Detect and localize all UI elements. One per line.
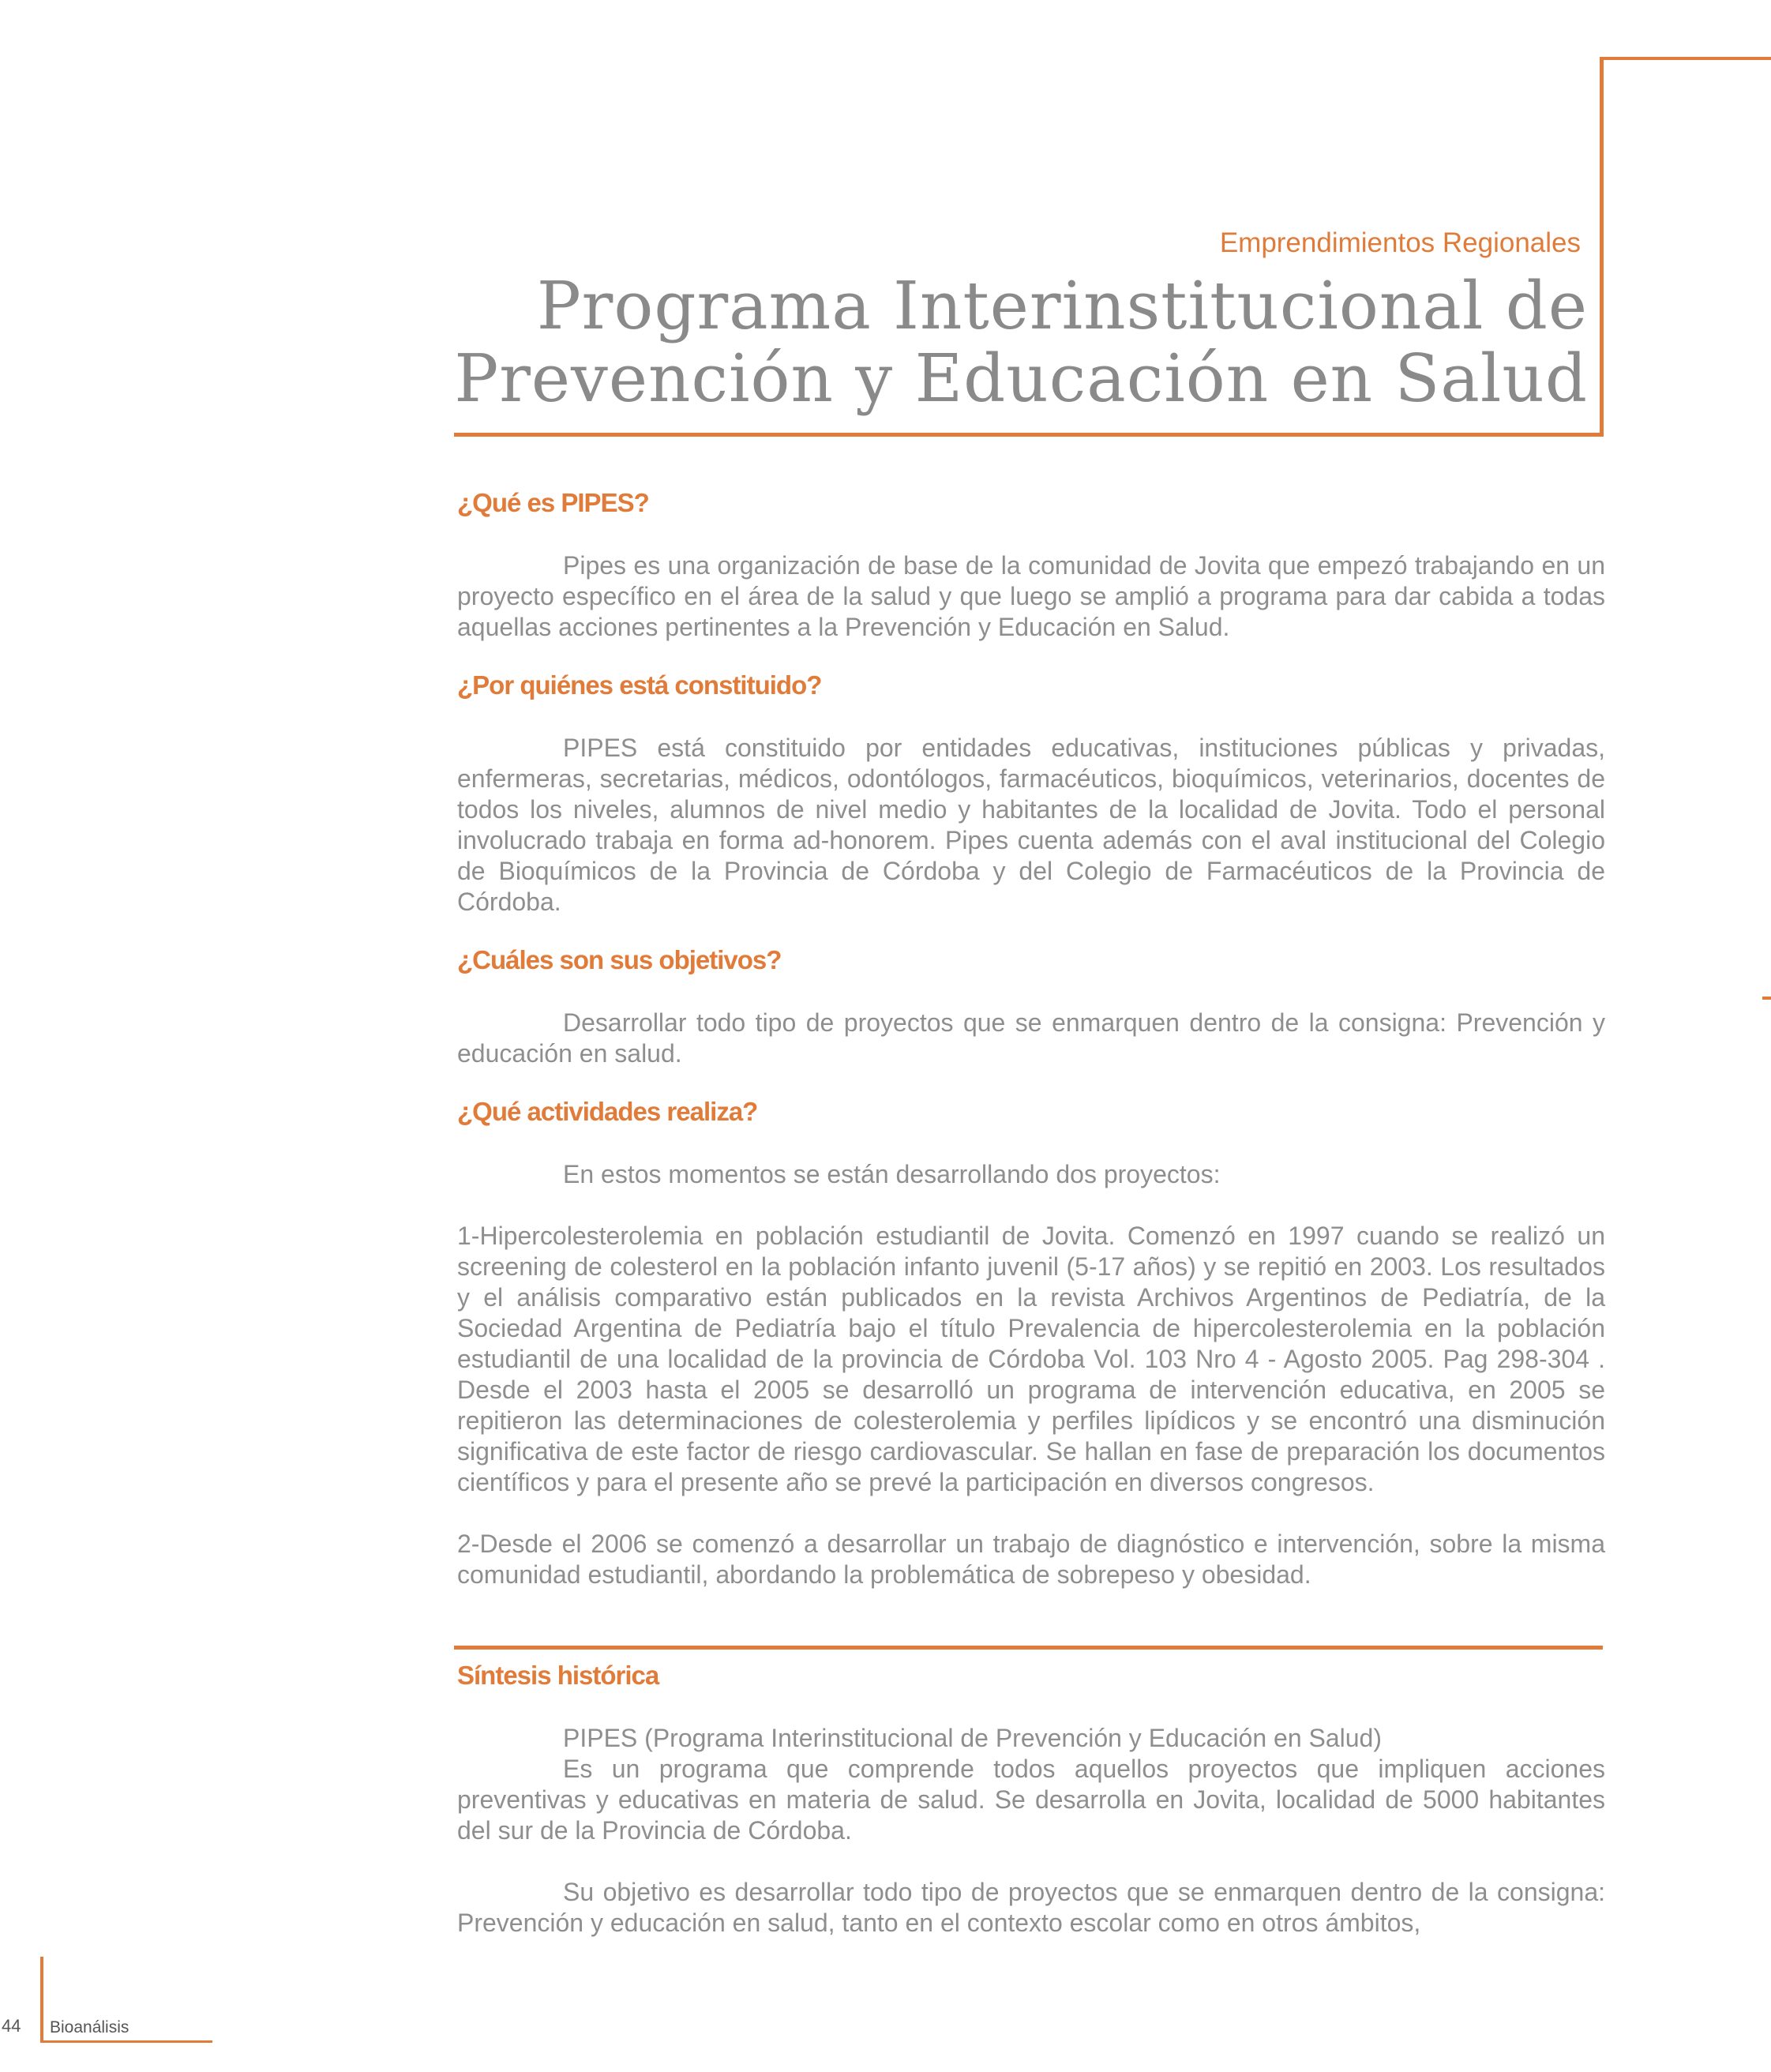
corner-frame-right-line xyxy=(1600,57,1604,436)
section-divider xyxy=(454,1646,1603,1650)
heading-what-is-pipes: ¿Qué es PIPES? xyxy=(457,488,649,517)
heading-historical-synthesis: Síntesis histórica xyxy=(457,1661,659,1690)
paragraph: En estos momentos se están desarrollando dos proyectos: xyxy=(563,1160,1221,1188)
article-body-continued xyxy=(457,1658,1605,1939)
heading-constituted-by: ¿Por quiénes está constituido? xyxy=(457,670,822,700)
paragraph: Su objetivo es desarrollar todo tipo de proyectos que se enmarquen dentro de la consigna: Prevención y educación en salud, tanto en el contexto escolar como en otros ámbitos, xyxy=(457,1878,1605,1937)
paragraph: PIPES está constituido por entidades educativas, instituciones públicas y privadas, enfermeras, secretarias, médicos, odontólogos, farmacéuticos, bioquímicos, veterinarios, docentes de todos los niveles, alumnos de nivel medio y habitantes de la localidad de Jovita. Todo el personal involucrado trabaja en forma ad-honorem. Pipes cuenta además con el aval institucional del Colegio de Bioquímicos de la Provincia de Córdoba y del Colegio de Farmacéuticos de la Provincia de Córdoba. xyxy=(457,734,1605,916)
footer-vertical-line xyxy=(40,1957,43,2042)
article-body xyxy=(457,486,1605,1590)
heading-activities: ¿Qué actividades realiza? xyxy=(457,1097,758,1126)
page-title xyxy=(454,270,1588,415)
heading-objectives: ¿Cuáles son sus objetivos? xyxy=(457,945,782,974)
title-line-1: Programa Interinstitucional de xyxy=(536,268,1588,344)
paragraph: Es un programa que comprende todos aquellos proyectos que impliquen acciones preventivas y educativas en materia de salud. Se desarrolla en Jovita, localidad de 5000 habitantes del sur de la Provincia de Córdoba. xyxy=(457,1755,1605,1845)
paragraph: 2-Desde el 2006 se comenzó a desarrollar un trabajo de diagnóstico e intervención, sobre la misma comunidad estudiantil, abordando la problemática de sobrepeso y obesidad. xyxy=(457,1530,1605,1589)
margin-tick-mark xyxy=(1762,997,1771,1000)
corner-frame-top-line xyxy=(1600,57,1771,60)
publication-name: Bioanálisis xyxy=(50,2018,129,2036)
paragraph: Pipes es una organización de base de la comunidad de Jovita que empezó trabajando en un proyecto específico en el área de la salud y que luego se amplió a programa para dar cabida a todas aquellas acciones pertinentes a la Prevención y Educación en Salud. xyxy=(457,551,1605,641)
paragraph: 1-Hipercolesterolemia en población estudiantil de Jovita. Comenzó en 1997 cuando se realizó un screening de colesterol en la población infanto juvenil (5-17 años) y se repitió en 2003. Los resultados y el análisis comparativo están publicados en la revista Archivos Argentinos de Pediatría, de la Sociedad Argentina de Pediatría bajo el título Prevalencia de hipercolesterolemia en la población estudiantil de una localidad de la provincia de Córdoba Vol. 103 Nro 4 - Agosto 2005. Pag 298-304 . Desde el 2003 hasta el 2005 se desarrolló un programa de intervención educativa, en 2005 se repitieron las determinaciones de colesterolemia y perfiles lipídicos y se encontró una disminución significativa de este factor de riesgo cardiovascular. Se hallan en fase de preparación los documentos científicos y para el presente año se prevé la participación en diversos congresos. xyxy=(457,1222,1605,1496)
section-kicker: Emprendimientos Regionales xyxy=(1219,227,1581,258)
paragraph: PIPES (Programa Interinstitucional de Prevención y Educación en Salud) xyxy=(563,1724,1382,1752)
footer-horizontal-line xyxy=(40,2040,212,2043)
page-number: 44 xyxy=(2,2016,21,2036)
title-underline xyxy=(454,433,1604,437)
paragraph: Desarrollar todo tipo de proyectos que se enmarquen dentro de la consigna: Prevención y educación en salud. xyxy=(457,1008,1605,1068)
title-line-2: Prevención y Educación en Salud xyxy=(454,340,1588,417)
